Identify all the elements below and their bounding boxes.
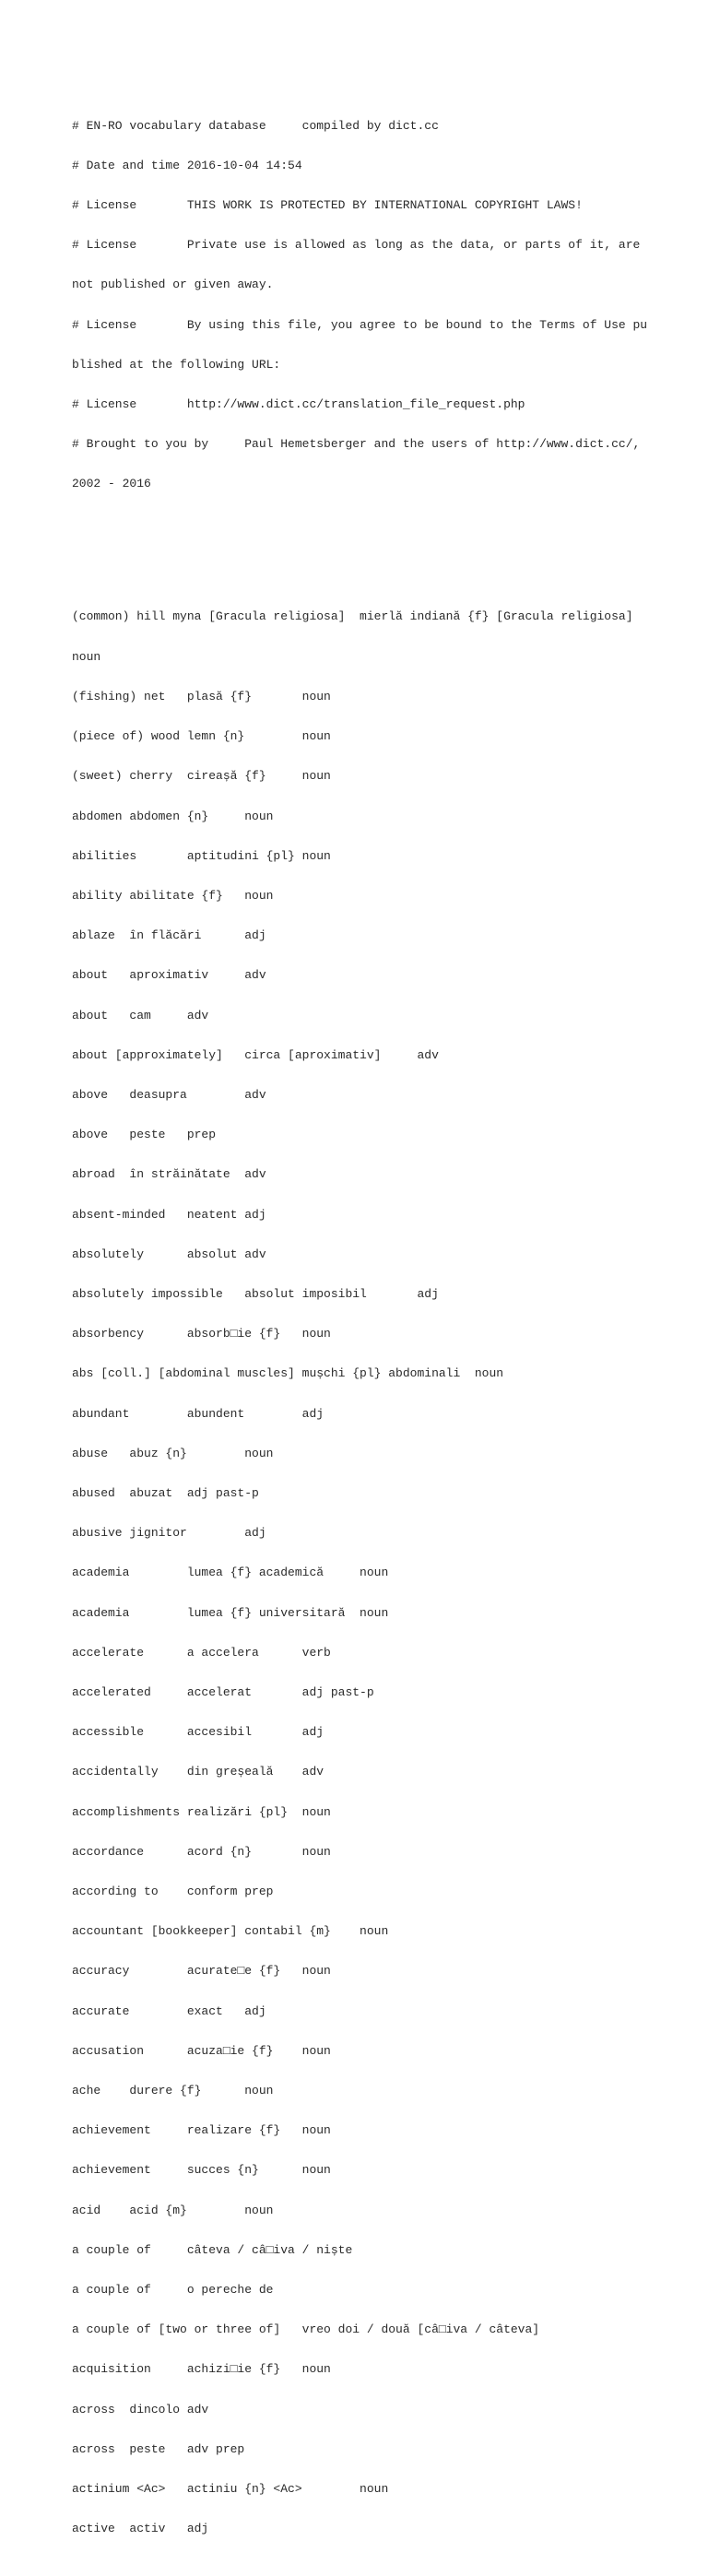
dictionary-text-document — [72, 66, 662, 2576]
header-line: # EN-RO vocabulary database compiled by dict.cc — [72, 118, 439, 133]
entry-line: about aproximativ adv — [72, 968, 266, 983]
entry-line: acquisition achizi□ie {f} noun — [72, 2362, 331, 2377]
entry-line: achievement succes {n} noun — [72, 2163, 331, 2178]
entry-line: about cam adv — [72, 1008, 209, 1022]
entry-line: noun — [72, 649, 101, 664]
header-line: # License THIS WORK IS PROTECTED BY INTERNATIONAL COPYRIGHT LAWS! — [72, 198, 583, 213]
entry-line: (fishing) net plasă {f} noun — [72, 689, 331, 703]
header-line: # Date and time 2016-10-04 14:54 — [72, 158, 302, 172]
entry-line: abuse abuz {n} noun — [72, 1446, 274, 1460]
entry-line: accuracy acurate□e {f} noun — [72, 1964, 331, 1979]
entry-line: according to conform prep — [72, 1884, 274, 1898]
entry-line: absolutely impossible absolut imposibil adj — [72, 1286, 439, 1301]
entry-line: absent-minded neatent adj — [72, 1207, 266, 1222]
entry-line: abilities aptitudini {pl} noun — [72, 848, 331, 863]
entry-line: ablaze în flăcări adj — [72, 928, 266, 943]
entry-line: across dincolo adv — [72, 2402, 209, 2416]
entry-line: across peste adv prep — [72, 2441, 245, 2456]
entry-line: achievement realizare {f} noun — [72, 2123, 331, 2138]
entry-line: a couple of o pereche de — [72, 2283, 274, 2298]
entry-line: (common) hill myna [Gracula religiosa] mierlă indiană {f} [Gracula religiosa] — [72, 609, 633, 624]
header-line: not published or given away. — [72, 278, 274, 292]
blank-line — [72, 544, 662, 557]
entry-line: absolutely absolut adv — [72, 1247, 266, 1261]
entry-line: academia lumea {f} universitară noun — [72, 1605, 389, 1620]
entry-line: absorbency absorb□ie {f} noun — [72, 1327, 331, 1341]
entry-line: accusation acuza□ie {f} noun — [72, 2043, 331, 2058]
entry-line: accelerate a accelera verb — [72, 1645, 331, 1660]
entry-line: above deasupra adv — [72, 1087, 266, 1102]
entry-line: accessible accesibil adj — [72, 1725, 324, 1740]
entry-line: (sweet) cherry cireașă {f} noun — [72, 769, 331, 784]
entry-line: (piece of) wood lemn {n} noun — [72, 729, 331, 744]
entry-line: accurate exact adj — [72, 2003, 266, 2018]
entry-line: accordance acord {n} noun — [72, 1844, 331, 1859]
entry-line: abdomen abdomen {n} noun — [72, 809, 274, 823]
header-line: 2002 - 2016 — [72, 477, 151, 491]
entry-line: accomplishments realizări {pl} noun — [72, 1804, 331, 1819]
entry-line: a couple of câteva / câ□iva / niște — [72, 2242, 353, 2257]
entry-line: acid acid {m} noun — [72, 2203, 274, 2217]
entry-line: accountant [bookkeeper] contabil {m} noun — [72, 1924, 389, 1939]
header-line: # License http://www.dict.cc/translation_file_request.php — [72, 397, 525, 412]
header-line: # Brought to you by Paul Hemetsberger and the users of http://www.dict.cc/, — [72, 437, 641, 452]
entry-line: a couple of [two or three of] vreo doi / două [câ□iva / câteva] — [72, 2322, 540, 2337]
entry-line: accidentally din greșeală adv — [72, 1765, 324, 1779]
entry-line: academia lumea {f} academică noun — [72, 1566, 389, 1580]
entry-line: active activ adj — [72, 2522, 209, 2536]
entry-line: abused abuzat adj past-p — [72, 1485, 259, 1500]
entry-line: abs [coll.] [abdominal muscles] mușchi {pl} abdominali noun — [72, 1366, 504, 1381]
entry-line: ache durere {f} noun — [72, 2084, 274, 2097]
entry-line: accelerated accelerat adj past-p — [72, 1684, 374, 1699]
entry-line: above peste prep — [72, 1128, 217, 1142]
vocabulary-entries — [72, 585, 662, 2563]
entry-line: abroad în străinătate adv — [72, 1167, 266, 1182]
entry-line: actinium <Ac> actiniu {n} <Ac> noun — [72, 2482, 389, 2497]
entry-line: abusive jignitor adj — [72, 1526, 266, 1541]
entry-line: abundant abundent adj — [72, 1406, 324, 1421]
file-header — [72, 93, 662, 518]
header-line: # License Private use is allowed as long as the data, or parts of it, are — [72, 238, 641, 253]
header-line: # License By using this file, you agree to be bound to the Terms of Use pu — [72, 317, 648, 332]
header-line: blished at the following URL: — [72, 357, 281, 372]
entry-line: about [approximately] circa [aproximativ] adv — [72, 1047, 439, 1062]
entry-line: ability abilitate {f} noun — [72, 888, 274, 903]
